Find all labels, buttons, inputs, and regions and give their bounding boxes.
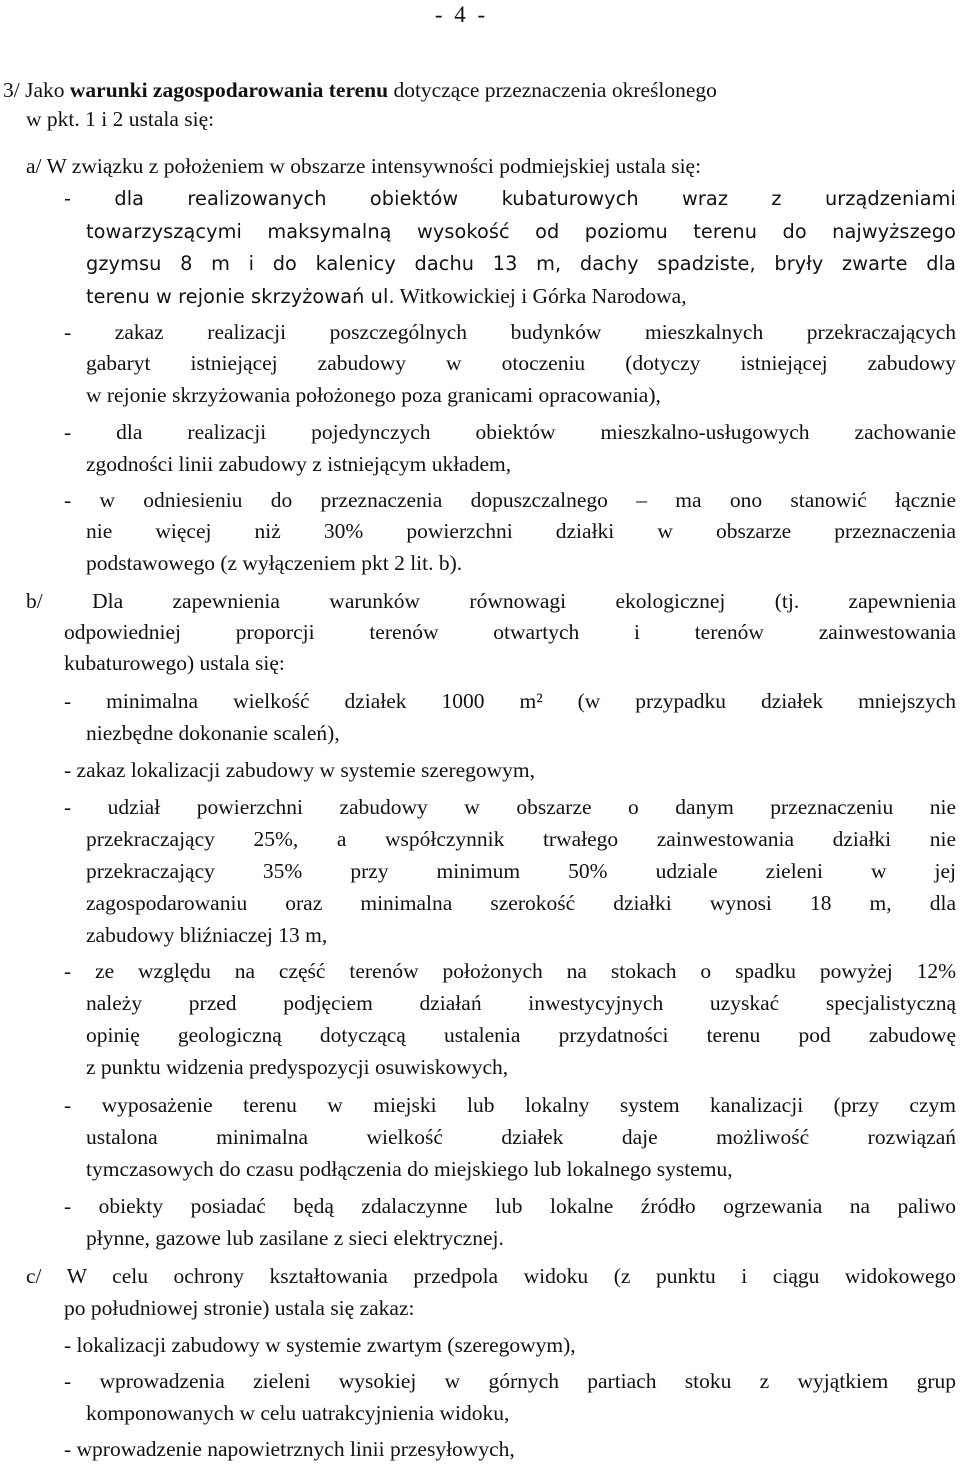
section-c-item-2-line-2: komponowanych w celu uatrakcyjnienia widoku, [86,1401,510,1425]
section-b-item-3-line-1: - udział powierzchni zabudowy w obszarze o danym przeznaczeniu nie [64,795,956,819]
section-a-item-4-line-1: - w odniesieniu do przeznaczenia dopuszczalnego – ma ono stanowić łącznie [64,488,956,512]
section-a-item-1-line-1: - dla realizowanych obiektów kubaturowych wraz z urządzeniami [64,187,956,210]
section-c-item-3-line-1: - wprowadzenie napowietrznych linii przesyłowych, [64,1437,515,1461]
section-c-item-1-line-1: - lokalizacji zabudowy w systemie zwartym (szeregowym), [64,1333,576,1357]
section-a-item-2-line-1: - zakaz realizacji poszczególnych budynków mieszkalnych przekraczających [64,320,956,344]
section-b-item-4-line-4: z punktu widzenia predyspozycji osuwiskowych, [86,1055,509,1079]
section-a-item-1-line-3: gzymsu 8 m i do kalenicy dachu 13 m, dachy spadziste, bryły zwarte dla [86,252,956,275]
section-b-item-3-line-3: przekraczający 35% przy minimum 50% udziale zieleni w jej [86,859,956,883]
section-a-item-2-line-2: gabaryt istniejącej zabudowy w otoczeniu (dotyczy istniejącej zabudowy [86,351,956,375]
section-b-item-4-line-3: opinię geologiczną dotyczącą ustalenia przydatności terenu pod zabudowę [86,1023,956,1047]
section-b-item-6-line-2: płynne, gazowe lub zasilane z sieci elektrycznej. [86,1226,504,1250]
section-a-item-1-line-4-sans: terenu w rejonie skrzyżowań ul. [86,285,395,308]
section-b-item-5-line-1: - wyposażenie terenu w miejski lub lokalny system kanalizacji (przy czym [64,1093,956,1117]
section-3-bold-phrase: warunki zagospodarowania terenu [69,78,389,102]
section-c-heading-line-1: c/ W celu ochrony kształtowania przedpola widoku (z punktu i ciągu widokowego [26,1264,956,1288]
section-b-item-1-line-1: - minimalna wielkość działek 1000 m² (w przypadku działek mniejszych [64,689,956,713]
section-c-item-2-line-1: - wprowadzenia zieleni wysokiej w górnych partiach stoku z wyjątkiem grup [64,1369,956,1393]
section-b-item-3-line-5: zabudowy bliźniaczej 13 m, [86,923,328,947]
section-b-item-3-line-2: przekraczający 25%, a współczynnik trwałego zainwestowania działki nie [86,827,956,851]
section-a-item-4-line-3: podstawowego (z wyłączeniem pkt 2 lit. b). [86,551,463,575]
section-a-item-4-line-2: nie więcej niż 30% powierzchni działki w obszarze przeznaczenia [86,519,956,543]
section-b-item-3-line-4: zagospodarowaniu oraz minimalna szerokość działki wynosi 18 m, dla [86,891,956,915]
section-3-prefix: 3/ Jako [3,78,70,102]
section-b-item-6-line-1: - obiekty posiadać będą zdalaczynne lub lokalne źródło ogrzewania na paliwo [64,1194,956,1218]
section-b-heading-line-2: odpowiedniej proporcji terenów otwartych i terenów zainwestowania [64,620,956,644]
section-a-item-3-line-1: - dla realizacji pojedynczych obiektów mieszkalno-usługowych zachowanie [64,420,956,444]
section-a-item-1-line-4 [86,283,687,310]
section-a-heading: a/ W związku z położeniem w obszarze intensywności podmiejskiej ustala się: [26,154,702,178]
section-b-item-4-line-1: - ze względu na część terenów położonych na stokach o spadku powyżej 12% [64,959,956,983]
page-number: - 4 - [434,2,486,27]
section-b-item-1-line-2: niezbędne dokonanie scaleń), [86,721,340,745]
section-b-heading-line-3: kubaturowego) ustala się: [64,651,285,675]
section-a-item-1-line-4-serif: Witkowickiej i Górka Narodowa, [394,284,687,308]
section-a-item-2-line-3: w rejonie skrzyżowania położonego poza granicami opracowania), [86,383,661,407]
section-b-item-2-line-1: - zakaz lokalizacji zabudowy w systemie szeregowym, [64,758,536,782]
section-3-line-1 [3,77,717,103]
section-3-line-2: w pkt. 1 i 2 ustala się: [26,107,215,131]
section-b-item-4-line-2: należy przed podjęciem działań inwestycyjnych uzyskać specjalistyczną [86,991,956,1015]
section-b-item-5-line-3: tymczasowych do czasu podłączenia do miejskiego lub lokalnego systemu, [86,1157,733,1181]
section-b-heading-line-1: b/ Dla zapewnienia warunków równowagi ekologicznej (tj. zapewnienia [26,589,956,613]
section-b-item-5-line-2: ustalona minimalna wielkość działek daje możliwość rozwiązań [86,1125,956,1149]
section-a-item-1-line-2: towarzyszącymi maksymalną wysokość od poziomu terenu do najwyższego [86,220,956,243]
section-3-rest: dotyczące przeznaczenia określonego [388,78,717,102]
section-a-item-3-line-2: zgodności linii zabudowy z istniejącym układem, [86,452,512,476]
section-c-heading-line-2: po południowej stronie) ustala się zakaz: [64,1296,415,1320]
